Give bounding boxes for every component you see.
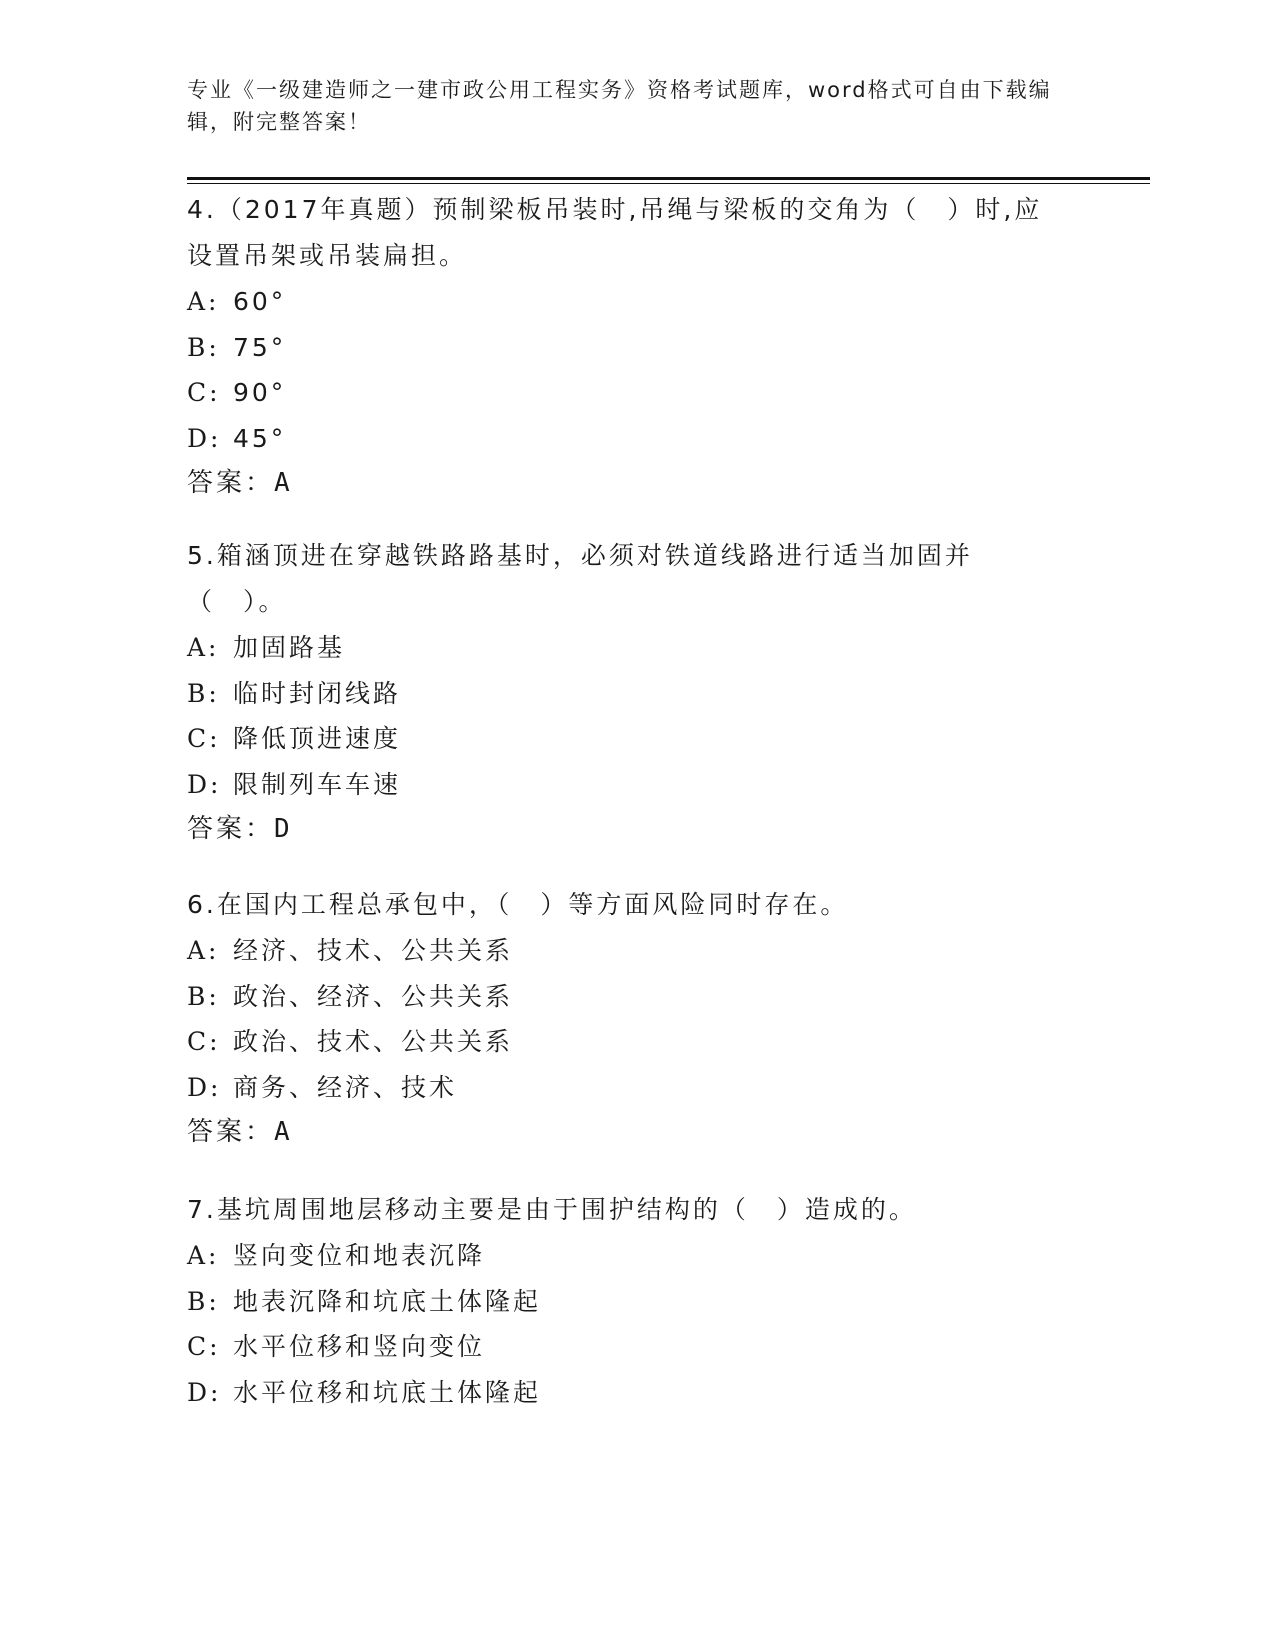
option-a — [187, 928, 1067, 974]
answer-line — [187, 461, 1067, 506]
question-4 — [187, 187, 1067, 506]
option-a — [187, 279, 1067, 325]
question-stem: 7.基坑周围地层移动主要是由于围护结构的（ ）造成的。 — [187, 1195, 917, 1224]
option-letter: A: — [187, 287, 220, 316]
option-letter: D: — [187, 769, 222, 799]
option-text: 政治、经济、公共关系 — [233, 981, 514, 1011]
option-text: 政治、技术、公共关系 — [233, 1027, 514, 1056]
option-letter: A: — [187, 936, 220, 965]
option-b — [187, 1279, 1067, 1325]
option-d — [187, 762, 1067, 808]
answer-line — [187, 1110, 1067, 1155]
option-letter: B: — [187, 332, 220, 362]
option-text: 限制列车车速 — [233, 769, 402, 799]
option-b — [187, 325, 1067, 371]
option-letter: A: — [187, 1241, 220, 1270]
question-stem: 5.箱涵顶进在穿越铁路路基时，必须对铁道线路进行适当加固并（ ）。 — [187, 541, 973, 616]
option-c — [187, 1324, 1067, 1370]
answer-label: 答案： — [187, 468, 275, 498]
question-5 — [187, 533, 1067, 852]
header-rule-thin — [187, 183, 1150, 184]
option-text: 竖向变位和地表沉降 — [233, 1241, 486, 1270]
option-d — [187, 1065, 1067, 1111]
question-7 — [187, 1187, 1067, 1415]
option-letter: C: — [187, 1332, 221, 1361]
option-c — [187, 716, 1067, 762]
answer-line — [187, 807, 1067, 852]
question-stem: 4.（2017年真题）预制梁板吊装时,吊绳与梁板的交角为（ ）时,应设置吊架或吊装扁担。 — [187, 195, 1043, 270]
option-text: 降低顶进速度 — [233, 724, 402, 753]
option-text: 75° — [233, 332, 287, 362]
option-a — [187, 625, 1067, 671]
question-stem: 6.在国内工程总承包中，（ ）等方面风险同时存在。 — [187, 890, 849, 919]
option-text: 加固路基 — [233, 633, 346, 662]
document-header: 专业《一级建造师之一建市政公用工程实务》资格考试题库，word格式可自由下载编辑，附完整答案！ — [187, 78, 1052, 134]
option-letter: B: — [187, 678, 220, 708]
option-b — [187, 974, 1067, 1020]
option-text: 45° — [233, 423, 287, 453]
option-text: 临时封闭线路 — [233, 678, 402, 708]
answer-value: A — [274, 1117, 293, 1147]
option-d — [187, 1370, 1067, 1416]
question-6 — [187, 882, 1067, 1155]
option-letter: D: — [187, 1072, 222, 1102]
answer-value: D — [274, 814, 293, 844]
option-letter: D: — [187, 423, 222, 453]
option-text: 经济、技术、公共关系 — [233, 936, 514, 965]
header-rule-thick — [187, 177, 1150, 180]
option-letter: B: — [187, 1286, 220, 1316]
option-text: 水平位移和坑底土体隆起 — [233, 1377, 542, 1407]
option-text: 水平位移和竖向变位 — [233, 1332, 486, 1361]
option-c — [187, 1019, 1067, 1065]
option-letter: C: — [187, 724, 221, 753]
option-letter: C: — [187, 378, 221, 407]
option-text: 60° — [233, 287, 287, 316]
option-text: 90° — [233, 378, 287, 407]
option-letter: A: — [187, 633, 220, 662]
answer-value: A — [274, 468, 293, 498]
option-letter: B: — [187, 981, 220, 1011]
option-c — [187, 370, 1067, 416]
answer-label: 答案： — [187, 1117, 275, 1147]
answer-label: 答案： — [187, 814, 275, 844]
option-a — [187, 1233, 1067, 1279]
option-b — [187, 671, 1067, 717]
option-letter: C: — [187, 1027, 221, 1056]
option-d — [187, 416, 1067, 462]
option-text: 地表沉降和坑底土体隆起 — [233, 1286, 542, 1316]
option-letter: D: — [187, 1377, 222, 1407]
option-text: 商务、经济、技术 — [233, 1072, 458, 1102]
